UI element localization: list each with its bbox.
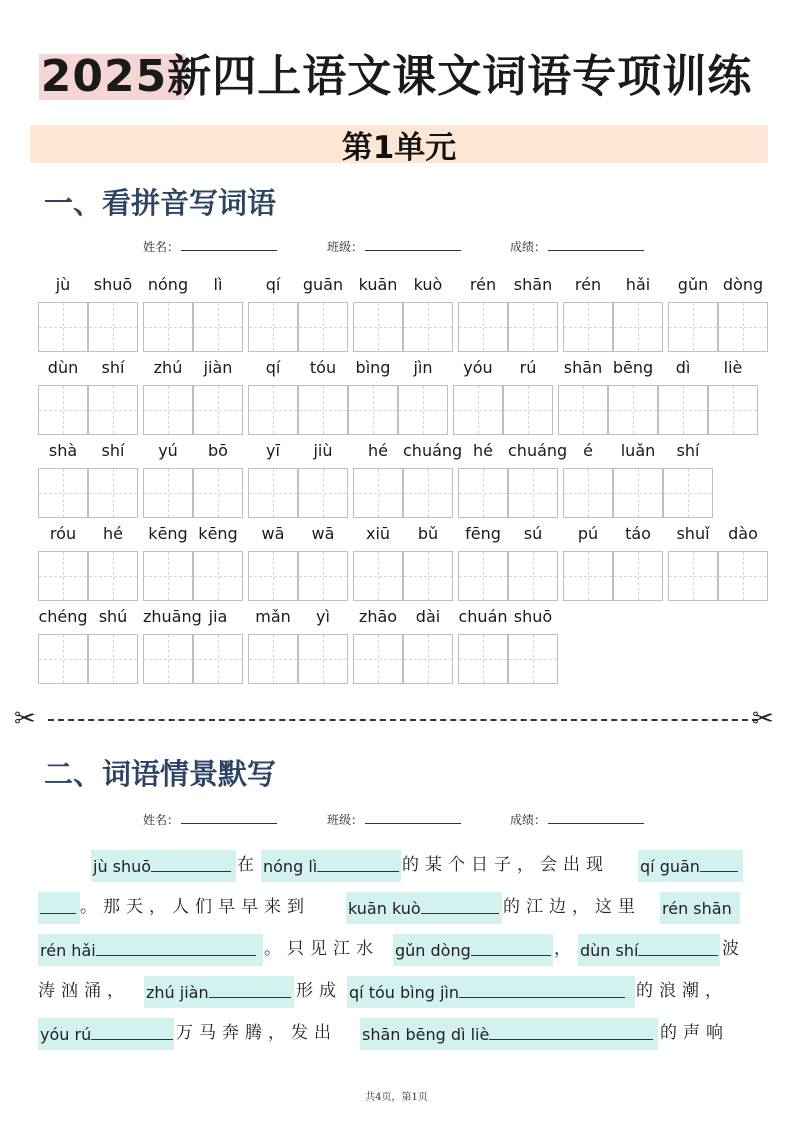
section-1-title: 一、看拼音写词语	[44, 186, 277, 220]
pinyin-label: dì	[675, 358, 691, 377]
blank-box[interactable]: nóng lì	[261, 850, 401, 882]
word-group	[563, 523, 663, 603]
writing-cell[interactable]	[248, 385, 298, 435]
pinyin-label: chuáng	[403, 441, 463, 460]
writing-cell[interactable]	[508, 551, 558, 601]
writing-cell[interactable]	[298, 634, 348, 684]
writing-cell[interactable]	[718, 302, 768, 352]
writing-cell[interactable]	[508, 468, 558, 518]
pinyin-label: nóng	[147, 275, 189, 294]
word-group	[353, 274, 453, 354]
word-group	[668, 274, 768, 354]
word-group	[563, 274, 663, 354]
passage-line-2	[38, 890, 758, 924]
word-group	[563, 440, 713, 520]
blank-box[interactable]: shān bēng dì liè	[360, 1018, 658, 1050]
pinyin-label: rú	[519, 358, 537, 377]
word-group	[458, 606, 558, 686]
writing-cell[interactable]	[193, 468, 243, 518]
writing-cell[interactable]	[353, 634, 403, 684]
pinyin-label: róu	[49, 524, 77, 543]
writing-cell[interactable]	[403, 302, 453, 352]
pinyin-label: shà	[48, 441, 78, 460]
writing-cell[interactable]	[348, 385, 398, 435]
title-year: 2025	[40, 51, 168, 102]
word-group	[143, 523, 243, 603]
writing-cell[interactable]	[668, 551, 718, 601]
pinyin-label: kuò	[413, 275, 443, 294]
pinyin-label: dào	[728, 524, 758, 543]
writing-cell[interactable]	[613, 302, 663, 352]
blank-box[interactable]: dùn shí	[578, 934, 720, 966]
pinyin-label: shān	[563, 358, 603, 377]
word-group	[458, 274, 558, 354]
writing-cell[interactable]	[38, 385, 88, 435]
passage-line-5	[38, 1016, 758, 1050]
passage-line-4	[38, 974, 758, 1008]
pinyin-label: kuān	[358, 275, 398, 294]
score-field[interactable]: 成绩：	[510, 238, 644, 255]
writing-cell[interactable]	[193, 634, 243, 684]
writing-cell[interactable]	[353, 468, 403, 518]
pinyin-row	[0, 523, 793, 603]
pinyin-label: bǔ	[417, 524, 439, 543]
word-group	[558, 357, 758, 437]
pinyin-label: zhāo	[358, 607, 398, 626]
pinyin-label: wā	[311, 524, 335, 543]
word-group	[143, 440, 243, 520]
pinyin-label: qí	[265, 275, 281, 294]
writing-cell[interactable]	[508, 634, 558, 684]
word-group	[38, 274, 138, 354]
score-field-2[interactable]: 成绩：	[510, 811, 644, 828]
blank-box[interactable]: gǔn dòng	[393, 934, 553, 966]
word-group	[38, 357, 138, 437]
pinyin-label: yì	[316, 607, 330, 626]
pinyin-label: chuáng	[508, 441, 568, 460]
pinyin-label: yóu	[463, 358, 493, 377]
pinyin-label: qí	[265, 358, 281, 377]
pinyin-label: hé	[368, 441, 388, 460]
writing-cell[interactable]	[398, 385, 448, 435]
word-group	[38, 523, 138, 603]
scissors-left-icon: ✂	[14, 704, 36, 734]
passage-text: 。只见江水	[264, 939, 379, 959]
pinyin-label: zhuāng	[143, 607, 202, 626]
pinyin-row	[0, 274, 793, 354]
writing-cell[interactable]	[608, 385, 658, 435]
blank-box[interactable]	[38, 892, 80, 924]
writing-cell[interactable]	[563, 551, 613, 601]
pinyin-label: jìn	[413, 358, 433, 377]
writing-cell[interactable]	[613, 551, 663, 601]
writing-cell[interactable]	[563, 302, 613, 352]
writing-cell[interactable]	[508, 302, 558, 352]
writing-cell[interactable]	[143, 385, 193, 435]
pinyin-label: luǎn	[620, 441, 656, 460]
pinyin-label: yú	[158, 441, 178, 460]
cut-line	[14, 704, 782, 734]
writing-cell[interactable]	[668, 302, 718, 352]
writing-cell[interactable]	[298, 302, 348, 352]
passage-text: 的声响	[660, 1023, 729, 1043]
writing-cell[interactable]	[403, 468, 453, 518]
writing-cell[interactable]	[453, 385, 503, 435]
passage-text: 形成	[296, 981, 342, 1001]
word-group	[458, 440, 568, 520]
passage-text: ，	[554, 939, 577, 959]
writing-cell[interactable]	[193, 385, 243, 435]
passage-text: 波	[722, 939, 745, 959]
pinyin-label: chéng	[38, 607, 88, 626]
word-group	[353, 440, 463, 520]
passage-text: 万马奔腾，发出	[176, 1023, 337, 1043]
blank-box[interactable]: yóu rú	[38, 1018, 174, 1050]
scissors-right-icon: ✂	[752, 704, 774, 734]
passage-text: 涛汹涌，	[38, 981, 130, 1001]
writing-cell[interactable]	[38, 551, 88, 601]
pinyin-label: kēng	[198, 524, 238, 543]
word-group	[38, 440, 138, 520]
word-group	[668, 523, 768, 603]
writing-cell[interactable]	[503, 385, 553, 435]
pinyin-label: é	[583, 441, 593, 460]
writing-cell[interactable]	[143, 634, 193, 684]
pinyin-label: shí	[101, 358, 125, 377]
writing-cell[interactable]	[193, 302, 243, 352]
pinyin-label: guān	[302, 275, 344, 294]
pinyin-label: dòng	[722, 275, 764, 294]
writing-cell[interactable]	[658, 385, 708, 435]
passage-text: 。那天，人们早早来到	[80, 897, 310, 917]
page-footer: 共4页，第1页	[365, 1092, 428, 1103]
pinyin-label: jù	[55, 275, 71, 294]
word-group	[143, 357, 243, 437]
writing-cell[interactable]	[88, 468, 138, 518]
word-group	[143, 606, 243, 686]
writing-cell[interactable]	[353, 551, 403, 601]
pinyin-label: bō	[208, 441, 228, 460]
title-text: 新四上语文课文词语专项训练	[167, 51, 753, 102]
pinyin-row	[0, 440, 793, 520]
pinyin-label: fēng	[465, 524, 501, 543]
writing-cell[interactable]	[38, 302, 88, 352]
writing-cell[interactable]	[88, 302, 138, 352]
pinyin-label: hǎi	[625, 275, 651, 294]
pinyin-label: jiù	[313, 441, 333, 460]
blank-box[interactable]: qí guān	[638, 850, 743, 882]
pinyin-label: shú	[98, 607, 128, 626]
pinyin-label: rén	[469, 275, 497, 294]
writing-cell[interactable]	[718, 551, 768, 601]
writing-cell[interactable]	[38, 468, 88, 518]
class-field[interactable]: 班级：	[327, 238, 461, 255]
unit-banner	[30, 125, 768, 166]
writing-cell[interactable]	[458, 468, 508, 518]
pinyin-label: shuǐ	[676, 524, 710, 543]
pinyin-label: bēng	[612, 358, 654, 377]
word-group	[248, 274, 348, 354]
writing-cell[interactable]	[193, 551, 243, 601]
writing-cell[interactable]	[298, 468, 348, 518]
word-group	[458, 523, 558, 603]
writing-cell[interactable]	[708, 385, 758, 435]
writing-cell[interactable]	[403, 551, 453, 601]
blank-box[interactable]: jù shuō	[91, 850, 236, 882]
pinyin-label: rén	[574, 275, 602, 294]
pinyin-label: jia	[208, 607, 228, 626]
word-group	[248, 523, 348, 603]
pinyin-label: gǔn	[677, 275, 709, 294]
writing-cell[interactable]	[88, 551, 138, 601]
class-field-2[interactable]: 班级：	[327, 811, 461, 828]
blank-box[interactable]: qí tóu bìng jìn	[347, 976, 635, 1008]
pinyin-label: shuō	[513, 607, 553, 626]
pinyin-label: shuō	[93, 275, 133, 294]
pinyin-label: zhú	[153, 358, 183, 377]
writing-cell[interactable]	[458, 634, 508, 684]
pinyin-label: tóu	[309, 358, 337, 377]
pinyin-label: sú	[523, 524, 543, 543]
word-group	[143, 274, 243, 354]
passage-line-1	[38, 848, 758, 882]
section-2-title: 二、词语情景默写	[44, 757, 277, 791]
pinyin-label: kēng	[148, 524, 188, 543]
word-group	[248, 440, 348, 520]
word-group	[248, 357, 448, 437]
writing-cell[interactable]	[353, 302, 403, 352]
pinyin-label: dài	[415, 607, 441, 626]
pinyin-label: bìng	[355, 358, 391, 377]
pinyin-label: hé	[103, 524, 123, 543]
writing-cell[interactable]	[458, 302, 508, 352]
pinyin-label: mǎn	[255, 607, 291, 626]
pinyin-label: hé	[473, 441, 493, 460]
writing-cell[interactable]	[88, 634, 138, 684]
blank-box[interactable]: rén shān	[660, 892, 740, 924]
pinyin-row	[0, 357, 793, 437]
title-wrap	[0, 44, 793, 110]
passage-line-3	[38, 932, 758, 966]
writing-cell[interactable]	[563, 468, 613, 518]
writing-cell[interactable]	[248, 468, 298, 518]
writing-cell[interactable]	[143, 551, 193, 601]
writing-cell[interactable]	[38, 634, 88, 684]
pinyin-label: jiàn	[203, 358, 233, 377]
pinyin-label: lì	[213, 275, 223, 294]
passage-text: 的浪潮，	[636, 981, 728, 1001]
writing-cell[interactable]	[143, 302, 193, 352]
pinyin-label: xiū	[365, 524, 391, 543]
pinyin-label: shān	[513, 275, 553, 294]
word-group	[353, 606, 453, 686]
pinyin-label: chuán	[458, 607, 508, 626]
writing-cell[interactable]	[248, 551, 298, 601]
writing-cell[interactable]	[663, 468, 713, 518]
writing-cell[interactable]	[458, 551, 508, 601]
pinyin-label: shí	[676, 441, 700, 460]
pinyin-label: dùn	[47, 358, 79, 377]
pinyin-label: pú	[577, 524, 599, 543]
passage-text: 的江边，这里	[503, 897, 641, 917]
name-field-2[interactable]: 姓名：	[143, 811, 277, 828]
writing-cell[interactable]	[558, 385, 608, 435]
name-field[interactable]: 姓名：	[143, 238, 277, 255]
blank-box[interactable]: kuān kuò	[346, 892, 502, 924]
word-group	[38, 606, 138, 686]
pinyin-label: yī	[266, 441, 280, 460]
writing-cell[interactable]	[88, 385, 138, 435]
writing-cell[interactable]	[298, 385, 348, 435]
page-title	[41, 44, 752, 110]
blank-box[interactable]: rén hǎi	[38, 934, 263, 966]
blank-box[interactable]: zhú jiàn	[144, 976, 294, 1008]
pinyin-label: táo	[625, 524, 651, 543]
word-group	[353, 523, 453, 603]
passage-text: 的某个日子，会出现	[402, 855, 609, 875]
pinyin-label: wā	[261, 524, 285, 543]
pinyin-row	[0, 606, 793, 686]
unit-label: 第1单元	[341, 129, 457, 166]
pinyin-label: shí	[101, 441, 125, 460]
passage-text: 在	[237, 855, 260, 875]
writing-cell[interactable]	[248, 302, 298, 352]
word-group	[248, 606, 348, 686]
writing-cell[interactable]	[403, 634, 453, 684]
pinyin-label: liè	[723, 358, 743, 377]
writing-cell[interactable]	[298, 551, 348, 601]
writing-cell[interactable]	[143, 468, 193, 518]
writing-cell[interactable]	[248, 634, 298, 684]
word-group	[453, 357, 553, 437]
writing-cell[interactable]	[613, 468, 663, 518]
